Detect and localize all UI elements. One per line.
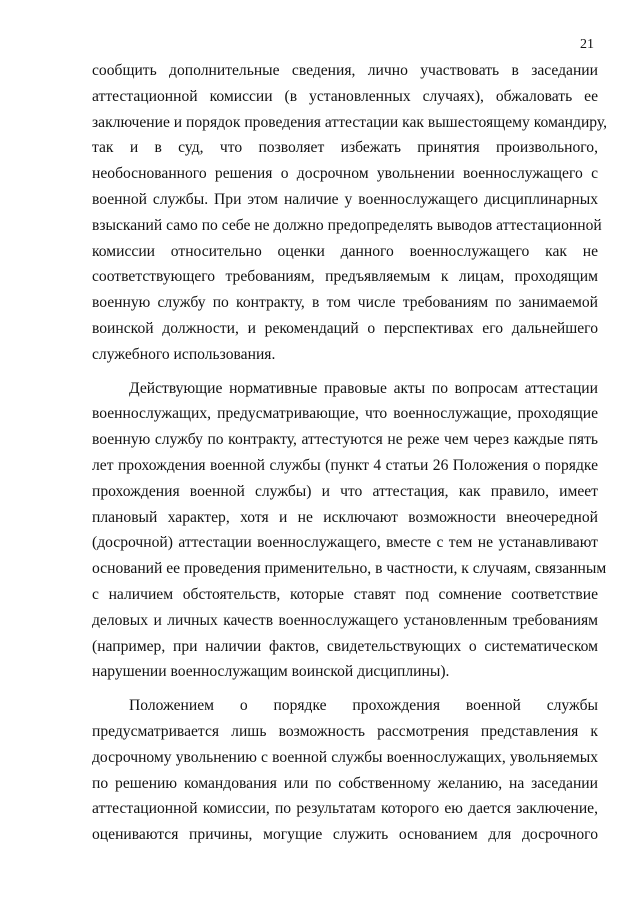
text-line: с наличием обстоятельств, которые ставят под сомнение соответствие — [92, 585, 598, 603]
text-line: (досрочной) аттестации военнослужащего, вместе с тем не устанавливают — [92, 534, 598, 552]
text-line: заключение и порядок проведения аттестации как вышестоящему командиру, — [92, 113, 608, 131]
text-line: оцениваются причины, могущие служить основанием для досрочного — [92, 826, 598, 844]
text-line: служебного использования. — [92, 345, 276, 363]
text-line: аттестационной комиссии (в установленных случаях), обжаловать ее — [92, 87, 598, 105]
text-line: военную службу по контракту, аттестуются не реже чем через каждые пять — [92, 431, 598, 449]
text-line: плановый характер, хотя и не исключают возможности внеочередной — [92, 508, 598, 526]
text-line: Действующие нормативные правовые акты по вопросам аттестации — [129, 379, 598, 397]
text-line: так и в суд, что позволяет избежать принятия произвольного, — [92, 139, 598, 157]
page-number: 21 — [580, 37, 594, 52]
paragraph — [92, 58, 608, 368]
text-line: воинской должности, и рекомендаций о перспективах его дальнейшего — [92, 319, 598, 337]
text-line: необоснованного решения о досрочном увольнении военнослужащего с — [92, 165, 598, 183]
paragraph — [92, 693, 598, 848]
text-line: прохождения военной службы) и что аттестация, как правило, имеет — [92, 482, 598, 500]
text-line: аттестационной комиссии, по результатам которого ею дается заключение, — [92, 800, 598, 818]
text-line: соответствующего требованиям, предъявляемым к лицам, проходящим — [92, 268, 598, 286]
text-line: оснований ее проведения применительно, в частности, к случаям, связанным — [92, 560, 607, 578]
text-line: предусматривается лишь возможность рассмотрения представления к — [92, 722, 598, 740]
text-line: военную службу по контракту, в том числе требованиям по занимаемой — [92, 294, 598, 312]
paragraph-gap — [92, 368, 598, 376]
text-line: досрочному увольнению с военной службы военнослужащих, увольняемых — [92, 748, 598, 766]
text-line: комиссии относительно оценки данного военнослужащего как не — [92, 242, 598, 260]
text-line: по решению командования или по собственному желанию, на заседании — [92, 774, 598, 792]
text-line: военной службы. При этом наличие у военнослужащего дисциплинарных — [92, 190, 598, 208]
text-line: нарушении военнослужащим воинской дисциплины). — [92, 663, 450, 681]
text-line: деловых и личных качеств военнослужащего установленным требованиям — [92, 611, 598, 629]
text-line: сообщить дополнительные сведения, лично участвовать в заседании — [92, 62, 598, 79]
paragraph — [92, 376, 607, 686]
text-line: военнослужащих, предусматривающие, что военнослужащие, проходящие — [92, 405, 598, 423]
body-text — [92, 58, 608, 848]
text-line: (например, при наличии фактов, свидетельствующих о систематическом — [92, 637, 598, 655]
paragraph-gap — [92, 685, 598, 693]
text-line: взысканий само по себе не должно предопределять выводов аттестационной — [92, 216, 602, 234]
text-line: Положением о порядке прохождения военной службы — [129, 697, 598, 715]
text-line: лет прохождения военной службы (пункт 4 статьи 26 Положения о порядке — [92, 456, 598, 474]
